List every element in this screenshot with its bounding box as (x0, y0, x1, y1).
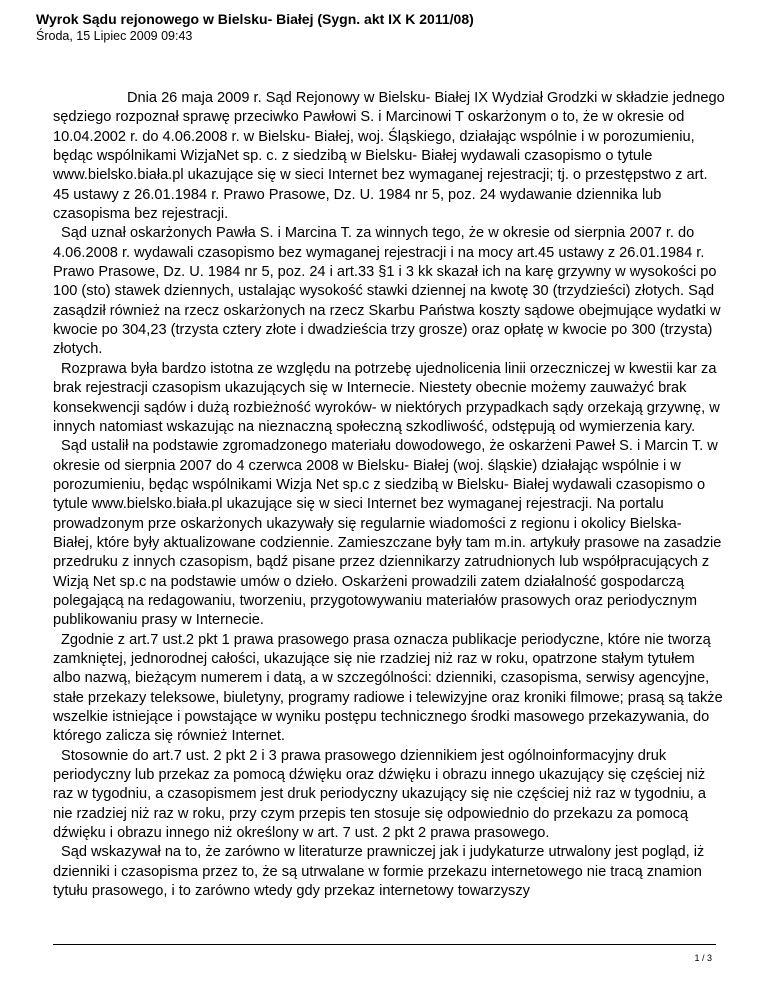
publication-date: Środa, 15 Lipiec 2009 09:43 (36, 29, 193, 43)
paragraph: Stosownie do art.7 ust. 2 pkt 2 i 3 prawa prasowego dziennikiem jest ogólnoinformacyjny druk periodyczny lub przekaz za pomocą dźwięku oraz dźwięku i obrazu innego ukazujący się częściej niż raz w tygodniu, a czasopismem jest druk periodyczny ukazujący się nie częściej niż raz w tygodniu, a nie rzadziej niż raz w roku, przy czym przepis ten stosuje się odpowiednio do przekazu za pomocą dźwięku i obrazu innego niż określony w art. 7 ust. 2 pkt 2 prawa prasowego. (53, 747, 706, 842)
paragraph: Sąd uznał oskarżonych Pawła S. i Marcina T. za winnych tego, że w okresie od sierpnia 2007 r. do 4.06.2008 r. wydawali czasopismo bez wymaganej rejestracji i na mocy art.45 ustawy z 26.01.1984 r. Prawo Prasowe, Dz. U. 1984 nr 5, poz. 24 i art.33 §1 i 3 kk skazał ich na karę grzywny w wysokości po 100 (sto) stawek dziennych, ustalając wysokość stawki dziennej na kwotę 30 (trzydzieści) złotych. Sąd zasądził również na rzecz oskarżonych na rzecz Skarbu Państwa koszty sądowe obejmujące wydatki w kwocie po 304,23 (trzysta cztery złote i dwadzieścia trzy grosze) oraz opłatę w kwocie po 300 (trzysta) złotych. (53, 225, 721, 358)
paragraph: Sąd ustalił na podstawie zgromadzonego materiału dowodowego, że oskarżeni Paweł S. i Marcin T. w okresie od sierpnia 2007 do 4 czerwca 2008 w Bielsku- Białej (woj. śląskie) działając wspólnie i w porozumieniu, będąc wspólnikami Wizja Net sp.c z siedzibą w Bielsku- Białej wydawali czasopismo o tytule www.bielsko.biała.pl ukazujące się w sieci Internet bez wymaganej rejestracji. Na portalu prowadzonym prze oskarżonych ukazywały się regularnie wiadomości z regionu i okolicy Bielska- Białej, które były aktualizowane codziennie. Zamieszczane były tam m.in. artykuły prasowe na zasadzie przedruku z innych czasopism, bądź pisane przez dziennikarzy zatrudnionych lub współpracujących z Wizją Net sp.c na podstawie umów o dzieło. Oskarżeni prowadzili zatem działalność gospodarczą polegającą na redagowaniu, tworzeniu, przygotowywaniu materiałów prasowych oraz periodycznym publikowaniu prasy w Internecie. (53, 438, 722, 629)
article-body (53, 89, 725, 901)
page-number: 1 / 3 (694, 953, 712, 963)
footer-divider (53, 944, 716, 945)
paragraph: Rozprawa była bardzo istotna ze względu na potrzebę ujednolicenia linii orzeczniczej w kwestii kar za brak rejestracji czasopism ukazujących się w Internecie. Niestety obecnie możemy zauważyć brak konsekwencji sądów i dużą rozbieżność wyroków- w niektórych przypadkach sądy orzekają grzywnę, w innych natomiast wskazując na nieznaczną społeczną szkodliwość, odstępują od wymierzenia kary. (53, 360, 720, 435)
document-header (36, 10, 736, 44)
paragraph: Dnia 26 maja 2009 r. Sąd Rejonowy w Bielsku- Białej IX Wydział Grodzki w składzie jednego sędziego rozpoznał sprawę przeciwko Pawłowi S. i Marcinowi T oskarżonym o to, że w okresie od 10.04.2002 r. do 4.06.2008 r. w Bielsku- Białej, woj. Śląskiego, działając wspólnie i w porozumieniu, będąc wspólnikami WizjaNet sp. c. z siedzibą w Bielsku- Białej wydawali czasopismo o tytule www.bielsko.biała.pl ukazujące się w sieci Internet bez wymaganej rejestracji; tj. o przestępstwo z art. 45 ustawy z 26.01.1984 r. Prawo Prasowe, Dz. U. 1984 nr 5, poz. 24 wydawanie dziennika lub czasopisma bez rejestracji. (53, 90, 725, 223)
paragraph: Sąd wskazywał na to, że zarówno w literaturze prawniczej jak i judykaturze utrwalony jest pogląd, iż dzienniki i czasopisma przez to, że są utrwalane w formie przekazu internetowego nie tracą znamion tytułu prasowego, i to zarówno wtedy gdy przekaz internetowy towarzyszy (53, 844, 705, 900)
paragraph: Zgodnie z art.7 ust.2 pkt 1 prawa prasowego prasa oznacza publikacje periodyczne, które nie tworzą zamkniętej, jednorodnej całości, ukazujące się nie rzadziej niż raz w roku, opatrzone stałym tytułem albo nazwą, bieżącym numerem i datą, a w szczególności: dzienniki, czasopisma, serwisy agencyjne, stałe przekazy teleksowe, biuletyny, programy radiowe i telewizyjne oraz kroniki filmowe; prasą są także wszelkie istniejące i powstające w wyniku postępu technicznego środki masowego przekazywania, do którego zalicza się również Internet. (53, 631, 723, 745)
page-title: Wyrok Sądu rejonowego w Bielsku- Białej (Sygn. akt IX K 2011/08) (36, 11, 474, 27)
